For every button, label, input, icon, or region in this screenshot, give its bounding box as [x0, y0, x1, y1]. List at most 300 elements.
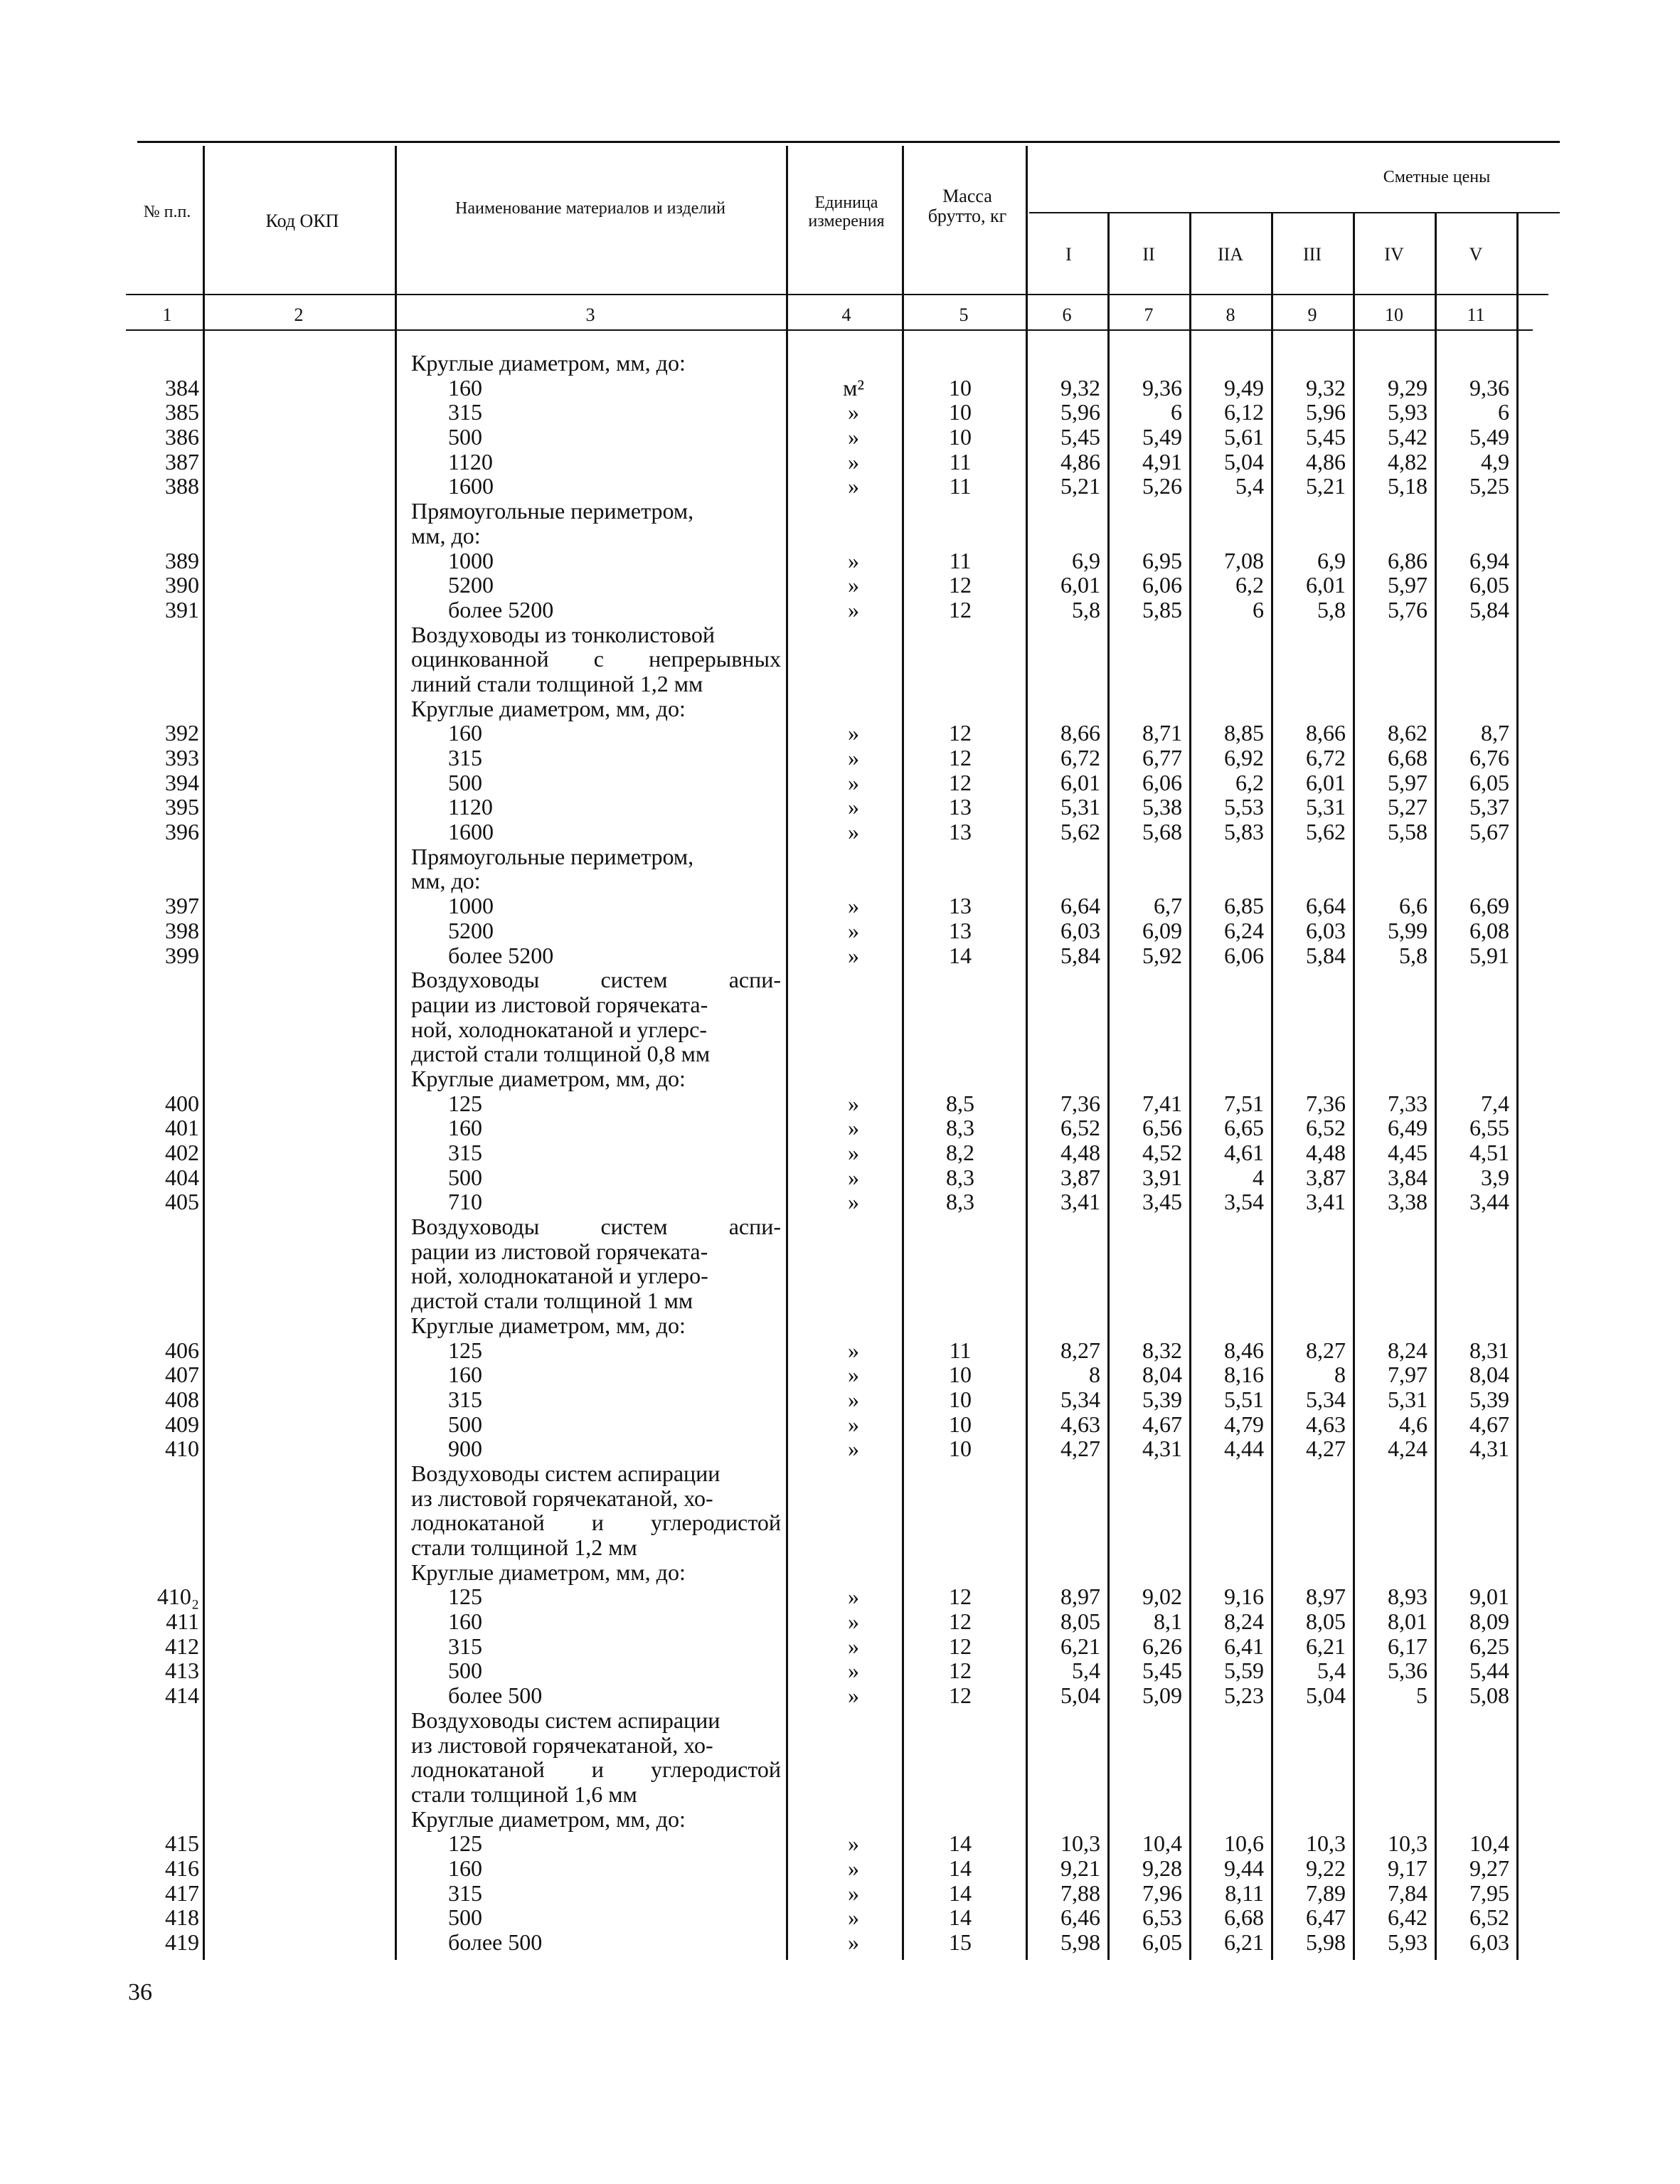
table-row — [0, 1510, 1680, 1535]
unit-cell: » — [848, 1855, 859, 1881]
price-cell: 6,17 — [1388, 1633, 1428, 1659]
price-cell: 4,67 — [1469, 1411, 1509, 1437]
price-cell: 9,36 — [1469, 374, 1509, 401]
row-number: 396 — [165, 819, 199, 845]
column-number: 11 — [1467, 304, 1485, 325]
price-cell: 5,93 — [1388, 1929, 1428, 1955]
row-number: 407 — [165, 1362, 199, 1388]
price-cell: 8,1 — [1154, 1608, 1182, 1635]
unit-cell: » — [848, 769, 859, 795]
table-row — [0, 1041, 1680, 1066]
price-cell: 7,41 — [1142, 1090, 1182, 1116]
unit-cell: » — [848, 1904, 859, 1931]
unit-cell: » — [848, 1633, 859, 1659]
material-name: 500 — [448, 1658, 482, 1684]
mass-cell: 14 — [949, 1830, 972, 1857]
price-cell: 6,21 — [1060, 1633, 1100, 1659]
mass-cell: 14 — [949, 1880, 972, 1906]
table-row — [0, 1807, 1680, 1832]
number-row-rule — [126, 329, 1533, 331]
table-row — [0, 1930, 1680, 1955]
mass-cell: 12 — [949, 1633, 972, 1659]
table-row — [0, 1733, 1680, 1758]
mass-cell: 12 — [949, 745, 972, 770]
column-number: 3 — [585, 304, 595, 325]
material-name: 1120 — [448, 448, 493, 475]
mass-cell: 8,3 — [946, 1164, 974, 1190]
table-row — [0, 1683, 1680, 1708]
row-number: 389 — [165, 547, 199, 573]
mass-cell: 10 — [949, 374, 972, 401]
price-cell: 8,04 — [1142, 1362, 1182, 1388]
price-cell: 10,6 — [1224, 1830, 1264, 1857]
price-cell: 8,32 — [1142, 1337, 1182, 1363]
material-name: 1600 — [448, 473, 494, 499]
price-cell: 6,55 — [1469, 1115, 1509, 1141]
mass-cell: 11 — [949, 547, 972, 573]
row-number: 415 — [165, 1830, 199, 1857]
material-name: Воздуховоды систем аспи- — [411, 967, 781, 993]
unit-cell: » — [848, 1880, 859, 1906]
price-cell: 4,45 — [1388, 1140, 1428, 1165]
table-row — [0, 1140, 1680, 1165]
price-cell: 9,44 — [1224, 1855, 1264, 1881]
table-row — [0, 672, 1680, 696]
price-cell: 8,93 — [1388, 1584, 1428, 1610]
table-row — [0, 573, 1680, 598]
table-row — [0, 1263, 1680, 1288]
price-cell: 3,44 — [1469, 1189, 1509, 1215]
price-cell: 5,96 — [1306, 399, 1346, 425]
price-cell: 6,25 — [1469, 1633, 1509, 1659]
price-cell: 5,39 — [1469, 1386, 1509, 1412]
price-cell: 6,01 — [1060, 769, 1100, 795]
material-name: 315 — [448, 1880, 482, 1906]
price-cell: 6,46 — [1060, 1904, 1100, 1931]
price-cell: 6,85 — [1224, 893, 1264, 919]
table-row — [0, 820, 1680, 844]
mass-cell: 10 — [949, 424, 972, 450]
price-cell: 6,92 — [1224, 745, 1264, 770]
mass-cell: 10 — [949, 1411, 972, 1437]
price-cell: 7,96 — [1142, 1880, 1182, 1906]
price-cell: 5,49 — [1469, 424, 1509, 450]
price-cell: 5,26 — [1142, 473, 1182, 499]
material-name: более 500 — [448, 1929, 543, 1955]
price-cell: 9,01 — [1469, 1584, 1509, 1610]
price-cell: 6,26 — [1142, 1633, 1182, 1659]
price-cell: 7,88 — [1060, 1880, 1100, 1906]
unit-cell: » — [848, 794, 859, 820]
column-number: 7 — [1144, 304, 1154, 325]
table-row — [0, 1486, 1680, 1511]
material-name: рации из листовой горячеката- — [411, 991, 708, 1017]
table-row — [0, 943, 1680, 968]
material-name: Круглые диаметром, мм, до: — [411, 1559, 686, 1585]
price-cell: 8 — [1089, 1362, 1100, 1388]
price-cell: 6,24 — [1224, 917, 1264, 943]
table-row — [0, 1066, 1680, 1091]
material-name: 160 — [448, 374, 482, 401]
price-cell: 4,61 — [1224, 1140, 1264, 1165]
price-cell: 5,51 — [1224, 1386, 1264, 1412]
table-row — [0, 844, 1680, 869]
price-cell: 3,38 — [1388, 1189, 1428, 1215]
price-cell: 10,4 — [1142, 1830, 1182, 1857]
price-cell: 5,37 — [1469, 794, 1509, 820]
material-name: 710 — [448, 1189, 482, 1215]
row-number: 384 — [165, 374, 199, 401]
mass-cell: 12 — [949, 1682, 972, 1709]
material-name: рации из листовой горячеката- — [411, 1238, 708, 1264]
header-zone: IV — [1384, 244, 1404, 265]
header-zone: I — [1065, 244, 1072, 265]
mass-cell: 10 — [949, 1362, 972, 1388]
table-row — [0, 1189, 1680, 1214]
price-cell: 8,27 — [1060, 1337, 1100, 1363]
price-cell: 5,21 — [1060, 473, 1100, 499]
table-row — [0, 1412, 1680, 1437]
header-unit: Единица измерения — [808, 194, 885, 230]
price-cell: 8,85 — [1224, 720, 1264, 746]
material-name: 160 — [448, 1855, 482, 1881]
row-number: 409 — [165, 1411, 199, 1437]
price-cell: 4,31 — [1469, 1436, 1509, 1462]
price-cell: 6,95 — [1142, 547, 1182, 573]
price-cell: 6,05 — [1469, 572, 1509, 598]
price-cell: 5,99 — [1388, 917, 1428, 943]
price-cell: 5,31 — [1060, 794, 1100, 820]
table-row — [0, 548, 1680, 573]
price-cell: 4,67 — [1142, 1411, 1182, 1437]
unit-cell: » — [848, 1436, 859, 1462]
mass-cell: 11 — [949, 448, 972, 475]
unit-cell: » — [848, 1386, 859, 1412]
price-cell: 5,34 — [1306, 1386, 1346, 1412]
price-cell: 6,12 — [1224, 399, 1264, 425]
price-cell: 7,36 — [1060, 1090, 1100, 1116]
material-name: 1600 — [448, 819, 494, 845]
mass-cell: 13 — [949, 794, 972, 820]
column-number: 5 — [959, 304, 969, 325]
material-name: 500 — [448, 769, 482, 795]
material-name: дистой стали толщиной 0,8 мм — [411, 1041, 711, 1067]
price-cell: 8,31 — [1469, 1337, 1509, 1363]
price-cell: 6,9 — [1072, 547, 1100, 573]
price-cell: 6,77 — [1142, 745, 1182, 770]
material-name: 160 — [448, 1362, 482, 1388]
price-cell: 4,44 — [1224, 1436, 1264, 1462]
price-cell: 10,3 — [1306, 1830, 1346, 1857]
price-cell: 5,34 — [1060, 1386, 1100, 1412]
price-cell: 5,21 — [1306, 473, 1346, 499]
price-cell: 3,87 — [1306, 1164, 1346, 1190]
material-name: 315 — [448, 1633, 482, 1659]
price-cell: 4,82 — [1388, 448, 1428, 475]
price-cell: 6,03 — [1306, 917, 1346, 943]
price-cell: 8,24 — [1224, 1608, 1264, 1635]
material-name: 1000 — [448, 893, 494, 919]
table-row — [0, 400, 1680, 425]
unit-cell: » — [848, 1362, 859, 1388]
price-cell: 5,09 — [1142, 1682, 1182, 1709]
mass-cell: 12 — [949, 1584, 972, 1610]
unit-cell: » — [848, 1584, 859, 1610]
price-cell: 6,08 — [1469, 917, 1509, 943]
price-cell: 9,27 — [1469, 1855, 1509, 1881]
price-cell: 6,53 — [1142, 1904, 1182, 1931]
material-name: более 500 — [448, 1682, 543, 1709]
price-cell: 6,9 — [1317, 547, 1346, 573]
price-cell: 6,68 — [1388, 745, 1428, 770]
mass-cell: 12 — [949, 769, 972, 795]
table-row — [0, 1782, 1680, 1807]
price-cell: 6,01 — [1060, 572, 1100, 598]
mass-cell: 14 — [949, 1855, 972, 1881]
header-zone: V — [1469, 244, 1483, 265]
mass-cell: 10 — [949, 1386, 972, 1412]
material-name: 1000 — [448, 547, 494, 573]
price-cell: 5,45 — [1142, 1658, 1182, 1684]
material-name: 315 — [448, 1140, 482, 1165]
price-cell: 5,39 — [1142, 1386, 1182, 1412]
price-cell: 5,93 — [1388, 399, 1428, 425]
table-row — [0, 696, 1680, 721]
mass-cell: 13 — [949, 917, 972, 943]
material-name: 5200 — [448, 917, 494, 943]
price-cell: 4,86 — [1060, 448, 1100, 475]
material-name: оцинкованной с непрерывных — [411, 646, 781, 672]
column-number: 2 — [294, 304, 304, 325]
row-number: 401 — [165, 1115, 199, 1141]
price-cell: 9,32 — [1306, 374, 1346, 401]
price-cell: 6,21 — [1224, 1929, 1264, 1955]
material-name: 500 — [448, 1904, 482, 1931]
price-cell: 8,66 — [1306, 720, 1346, 746]
row-number: 405 — [165, 1189, 199, 1215]
unit-cell: » — [848, 572, 859, 598]
row-number: 391 — [165, 596, 199, 622]
unit-cell: » — [848, 720, 859, 746]
price-cell: 6,47 — [1306, 1904, 1346, 1931]
price-cell: 5,38 — [1142, 794, 1182, 820]
price-cell: 9,32 — [1060, 374, 1100, 401]
row-number: 408 — [165, 1386, 199, 1412]
price-cell: 6,03 — [1469, 1929, 1509, 1955]
row-number: 392 — [165, 720, 199, 746]
unit-cell: » — [848, 1189, 859, 1215]
price-cell: 6,72 — [1306, 745, 1346, 770]
price-cell: 5,83 — [1224, 819, 1264, 845]
price-cell: 6,6 — [1399, 893, 1428, 919]
table-row — [0, 1091, 1680, 1116]
price-cell: 6,06 — [1224, 942, 1264, 968]
price-cell: 5,84 — [1306, 942, 1346, 968]
table-row — [0, 1609, 1680, 1634]
price-cell: 6,49 — [1388, 1115, 1428, 1141]
price-cell: 9,16 — [1224, 1584, 1264, 1610]
mass-cell: 13 — [949, 893, 972, 919]
unit-cell: » — [848, 399, 859, 425]
table-row — [0, 1881, 1680, 1906]
price-cell: 6 — [1498, 399, 1509, 425]
price-cell: 6,56 — [1142, 1115, 1182, 1141]
table-row — [0, 918, 1680, 943]
price-cell: 5,61 — [1224, 424, 1264, 450]
price-cell: 4,63 — [1060, 1411, 1100, 1437]
table-row — [0, 450, 1680, 475]
price-cell: 8,24 — [1388, 1337, 1428, 1363]
row-number: 413 — [165, 1658, 199, 1684]
material-name: лоднокатаной и углеродистой — [411, 1510, 781, 1536]
price-cell: 10,3 — [1060, 1830, 1100, 1857]
table-row — [0, 1831, 1680, 1856]
price-cell: 3,54 — [1224, 1189, 1264, 1215]
price-cell: 5,04 — [1224, 448, 1264, 475]
material-name: ной, холоднокатаной и углеро- — [411, 1263, 708, 1289]
price-cell: 4,51 — [1469, 1140, 1509, 1165]
table-row — [0, 524, 1680, 548]
price-cell: 5,04 — [1060, 1682, 1100, 1709]
table-row — [0, 894, 1680, 918]
material-name: стали толщиной 1,6 мм — [411, 1781, 637, 1807]
price-cell: 6,09 — [1142, 917, 1182, 943]
row-number: 410 — [165, 1436, 199, 1462]
table-row — [0, 795, 1680, 820]
price-cell: 6,52 — [1306, 1115, 1346, 1141]
table-row — [0, 1017, 1680, 1042]
unit-cell: » — [848, 745, 859, 770]
material-name: мм, до: — [411, 522, 481, 548]
price-cell: 4,48 — [1060, 1140, 1100, 1165]
row-number: 390 — [165, 572, 199, 598]
price-cell: 5,45 — [1306, 424, 1346, 450]
row-number: 397 — [165, 893, 199, 919]
material-name: Прямоугольные периметром, — [411, 843, 694, 869]
price-cell: 5,62 — [1306, 819, 1346, 845]
material-name: 315 — [448, 745, 482, 770]
material-name: мм, до: — [411, 868, 481, 894]
price-cell: 4,48 — [1306, 1140, 1346, 1165]
price-cell: 9,28 — [1142, 1855, 1182, 1881]
price-cell: 6 — [1171, 399, 1182, 425]
table-row — [0, 1313, 1680, 1338]
row-number: 393 — [165, 745, 199, 770]
table-row — [0, 1362, 1680, 1387]
material-name: Воздуховоды из тонколистовой — [411, 621, 716, 647]
price-cell: 6,06 — [1142, 572, 1182, 598]
price-cell: 6,64 — [1306, 893, 1346, 919]
price-cell: 5,44 — [1469, 1658, 1509, 1684]
price-cell: 5,91 — [1469, 942, 1509, 968]
price-cell: 6,64 — [1060, 893, 1100, 919]
material-name: 500 — [448, 1411, 482, 1437]
price-cell: 5,4 — [1072, 1658, 1100, 1684]
price-cell: 4,31 — [1142, 1436, 1182, 1462]
row-number: 398 — [165, 917, 199, 943]
unit-cell: » — [848, 1658, 859, 1684]
mass-cell: 12 — [949, 596, 972, 622]
price-cell: 5 — [1416, 1682, 1428, 1709]
price-cell: 6,69 — [1469, 893, 1509, 919]
price-cell: 9,22 — [1306, 1855, 1346, 1881]
unit-cell: » — [848, 1115, 859, 1141]
mass-cell: 8,5 — [946, 1090, 974, 1116]
price-cell: 6,72 — [1060, 745, 1100, 770]
row-number: 388 — [165, 473, 199, 499]
header-bottom-rule — [126, 294, 1548, 295]
table-row — [0, 474, 1680, 499]
table-row — [0, 1708, 1680, 1733]
material-name: 315 — [448, 399, 482, 425]
unit-cell: » — [848, 1164, 859, 1190]
column-number: 6 — [1062, 304, 1072, 325]
price-cell: 6,52 — [1060, 1115, 1100, 1141]
price-cell: 6,65 — [1224, 1115, 1264, 1141]
material-name: линий стали толщиной 1,2 мм — [411, 670, 703, 696]
material-name: ной, холоднокатаной и углерс- — [411, 1016, 707, 1042]
price-cell: 10,4 — [1469, 1830, 1509, 1857]
price-cell: 5,85 — [1142, 596, 1182, 622]
material-name: 125 — [448, 1830, 482, 1857]
material-name: 5200 — [448, 572, 494, 598]
material-name: 125 — [448, 1337, 482, 1363]
table-row — [0, 622, 1680, 647]
material-name: 1120 — [448, 794, 493, 820]
price-cell: 7,33 — [1388, 1090, 1428, 1116]
price-cell: 8,62 — [1388, 720, 1428, 746]
table-row — [0, 968, 1680, 992]
price-cell: 4,9 — [1481, 448, 1509, 475]
header-price-group: Сметные цены — [1383, 168, 1491, 186]
unit-cell: » — [848, 1830, 859, 1857]
row-number: 399 — [165, 942, 199, 968]
row-number: 419 — [165, 1929, 199, 1955]
row-number: 410₂ — [156, 1584, 199, 1610]
unit-cell: » — [848, 1682, 859, 1709]
price-cell: 3,41 — [1306, 1189, 1346, 1215]
price-cell: 3,91 — [1142, 1164, 1182, 1190]
mass-cell: 10 — [949, 1436, 972, 1462]
table-row — [0, 499, 1680, 524]
table-row — [0, 1856, 1680, 1881]
table-row — [0, 1288, 1680, 1313]
price-cell: 6,05 — [1469, 769, 1509, 795]
price-cell: 5,58 — [1388, 819, 1428, 845]
price-cell: 6,94 — [1469, 547, 1509, 573]
price-cell: 7,36 — [1306, 1090, 1346, 1116]
row-number: 400 — [165, 1090, 199, 1116]
unit-cell: » — [848, 1929, 859, 1955]
material-name: Воздуховоды систем аспирации — [411, 1707, 721, 1733]
price-cell: 5,27 — [1388, 794, 1428, 820]
row-number: 395 — [165, 794, 199, 820]
price-cell: 4 — [1253, 1164, 1264, 1190]
material-name: более 5200 — [448, 596, 554, 622]
price-cell: 7,89 — [1306, 1880, 1346, 1906]
price-cell: 6,01 — [1306, 769, 1346, 795]
price-cell: 7,51 — [1224, 1090, 1264, 1116]
price-cell: 6,03 — [1060, 917, 1100, 943]
table-row — [0, 598, 1680, 622]
price-cell: 7,95 — [1469, 1880, 1509, 1906]
price-cell: 5,25 — [1469, 473, 1509, 499]
table-row — [0, 1584, 1680, 1609]
price-cell: 6,7 — [1154, 893, 1182, 919]
unit-cell: » — [848, 1411, 859, 1437]
table-row — [0, 992, 1680, 1017]
price-cell: 3,87 — [1060, 1164, 1100, 1190]
